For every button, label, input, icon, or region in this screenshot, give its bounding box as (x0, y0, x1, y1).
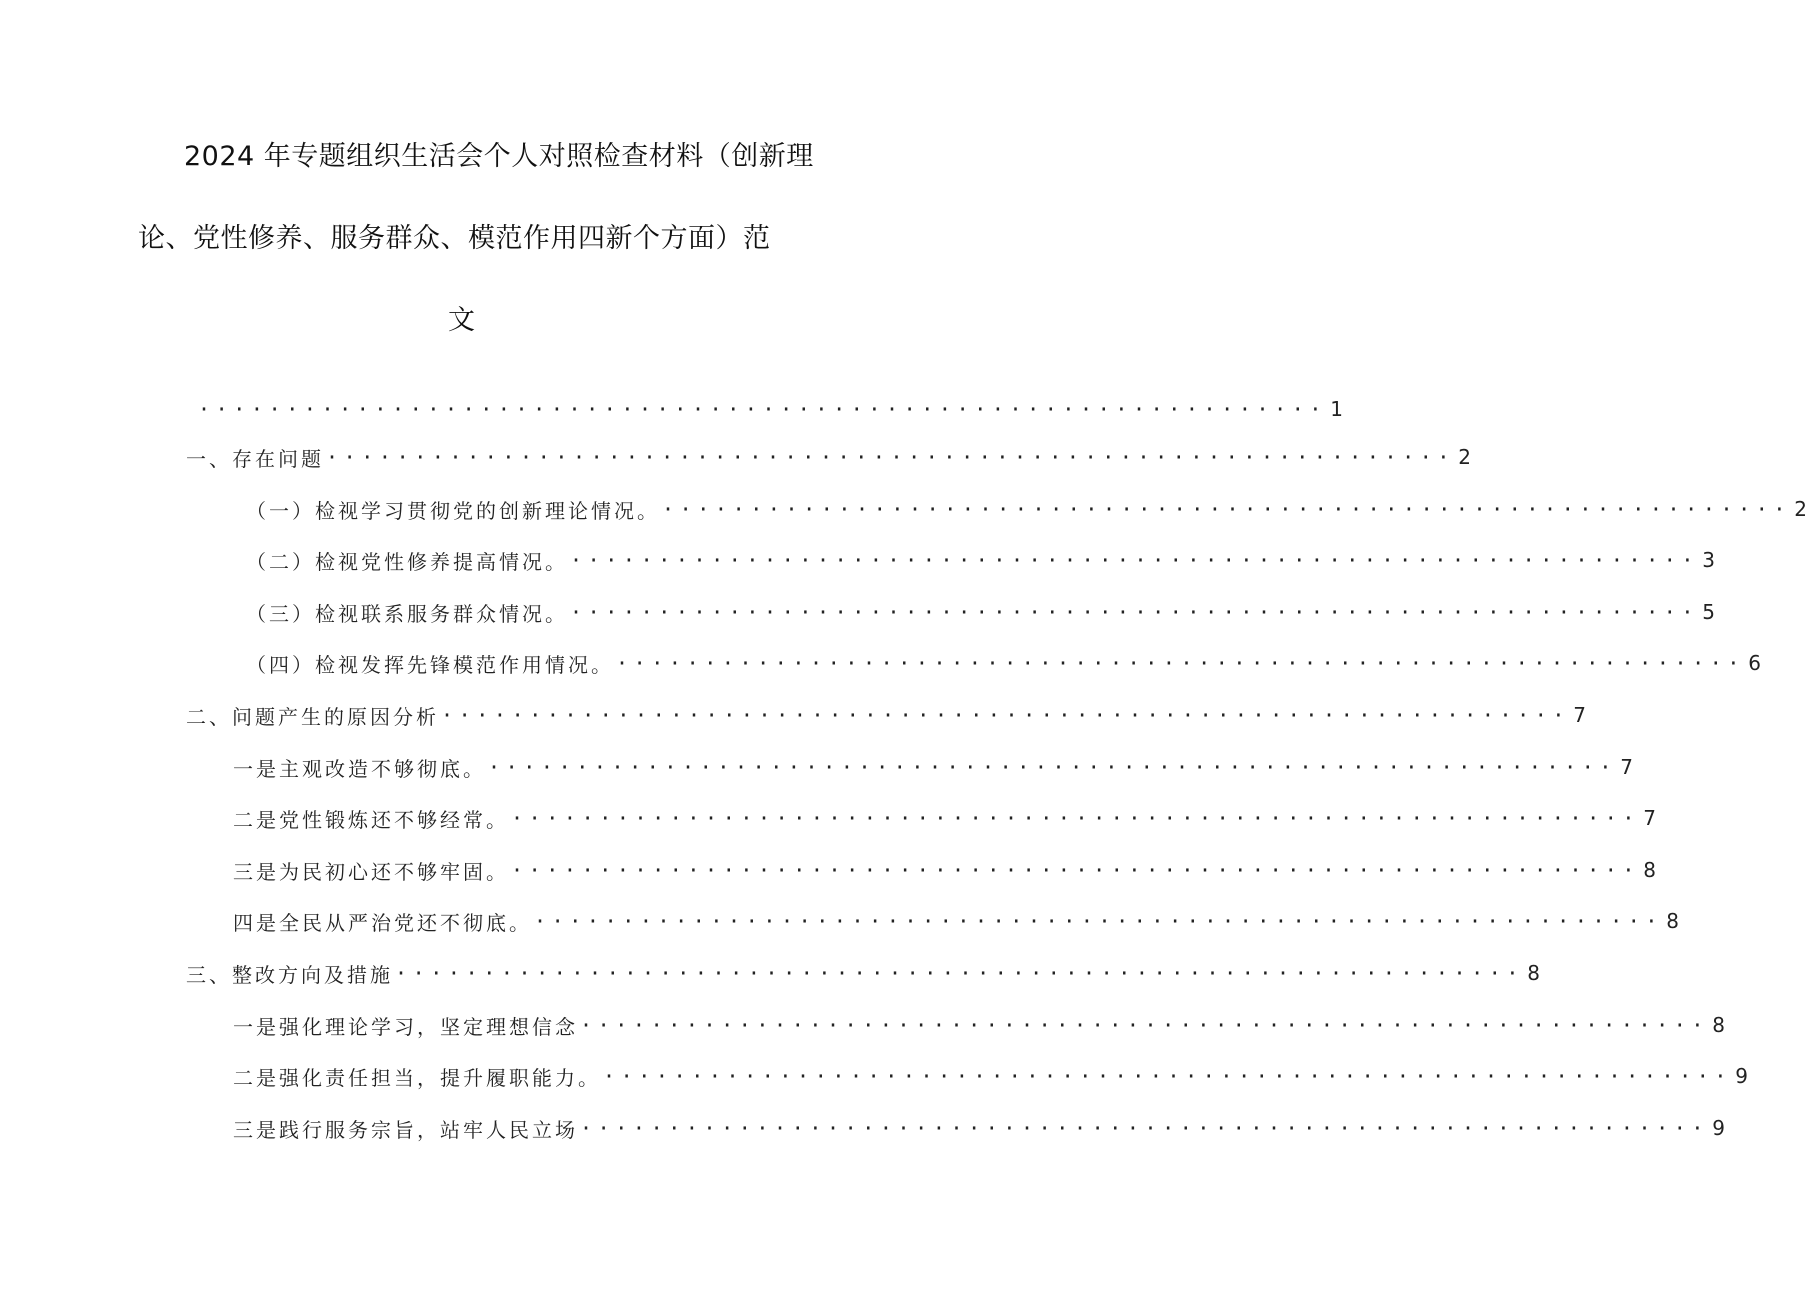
toc-leader-dots: ································································ (488, 755, 1618, 779)
toc-leader-dots: ································································ (511, 858, 1641, 882)
toc-leader-dots: ································································ (580, 1116, 1710, 1140)
toc-entry-label: 四是全民从严治党还不彻底。 (233, 910, 532, 935)
toc-page-number: 6 (1748, 651, 1762, 675)
toc-page-number: 2 (1458, 445, 1472, 469)
toc-entry-label: 三、整改方向及措施 (186, 962, 393, 987)
toc-page-number: 8 (1666, 909, 1680, 933)
toc-entry-label: 一是主观改造不够彻底。 (233, 756, 486, 781)
toc-entry[interactable] (233, 752, 1634, 782)
toc-page-number: 9 (1735, 1064, 1749, 1088)
document-title-line-1: 2024 年专题组织生活会个人对照检查材料（创新理 (184, 141, 814, 172)
toc-entry[interactable] (233, 803, 1657, 833)
toc-leader-dots: ································································ (603, 1064, 1733, 1088)
document-title-line-2: 论、党性修养、服务群众、模范作用四新个方面）范 (138, 223, 771, 254)
toc-page-number: 8 (1712, 1013, 1726, 1037)
toc-leader-dots: ································································ (662, 497, 1792, 521)
toc-page-number: 7 (1573, 703, 1587, 727)
toc-page-number: 7 (1620, 755, 1634, 779)
toc-entry-label: 三是为民初心还不够牢固。 (233, 859, 509, 884)
toc-page-number: 5 (1702, 600, 1716, 624)
toc-entry[interactable] (233, 1113, 1726, 1143)
toc-entry-label: 一、存在问题 (186, 446, 324, 471)
toc-entry-label: （二）检视党性修养提高情况。 (246, 549, 568, 574)
toc-entry[interactable] (233, 906, 1680, 936)
toc-page-number: 7 (1643, 806, 1657, 830)
toc-entry[interactable] (246, 545, 1716, 575)
toc-leader-dots: ································································ (198, 397, 1328, 421)
toc-page-number: 3 (1702, 548, 1716, 572)
toc-leader-dots: ································································ (511, 806, 1641, 830)
toc-leader-dots: ································································ (580, 1013, 1710, 1037)
toc-entry-label: 二、问题产生的原因分析 (186, 704, 439, 729)
toc-entry-label: （三）检视联系服务群众情况。 (246, 601, 568, 626)
toc-entry[interactable] (196, 394, 1344, 424)
toc-leader-dots: ································································ (395, 961, 1525, 985)
toc-page-number: 9 (1712, 1116, 1726, 1140)
toc-entry[interactable] (186, 958, 1541, 988)
toc-leader-dots: ································································ (616, 651, 1746, 675)
document-title-line-3: 文 (448, 305, 476, 336)
toc-entry[interactable] (233, 855, 1657, 885)
toc-entry-label: 一是强化理论学习，坚定理想信念 (233, 1014, 578, 1039)
toc-entry[interactable] (233, 1061, 1749, 1091)
toc-page-number: 2 (1794, 497, 1807, 521)
toc-page-number: 8 (1527, 961, 1541, 985)
toc-entry[interactable] (186, 700, 1587, 730)
toc-page-number: 1 (1330, 397, 1344, 421)
toc-page-number: 8 (1643, 858, 1657, 882)
toc-entry[interactable] (246, 597, 1716, 627)
toc-leader-dots: ································································ (570, 600, 1700, 624)
toc-leader-dots: ································································ (326, 445, 1456, 469)
toc-entry-label: （四）检视发挥先锋模范作用情况。 (246, 652, 614, 677)
toc-entry[interactable] (246, 494, 1807, 524)
toc-entry[interactable] (246, 648, 1762, 678)
toc-entry[interactable] (233, 1010, 1726, 1040)
toc-leader-dots: ································································ (441, 703, 1571, 727)
toc-entry-label: （一）检视学习贯彻党的创新理论情况。 (246, 498, 660, 523)
toc-entry-label: 二是强化责任担当，提升履职能力。 (233, 1065, 601, 1090)
toc-leader-dots: ································································ (570, 548, 1700, 572)
toc-entry-label: 二是党性锻炼还不够经常。 (233, 807, 509, 832)
toc-leader-dots: ································································ (534, 909, 1664, 933)
toc-entry[interactable] (186, 442, 1472, 472)
toc-entry-label: 三是践行服务宗旨，站牢人民立场 (233, 1117, 578, 1142)
